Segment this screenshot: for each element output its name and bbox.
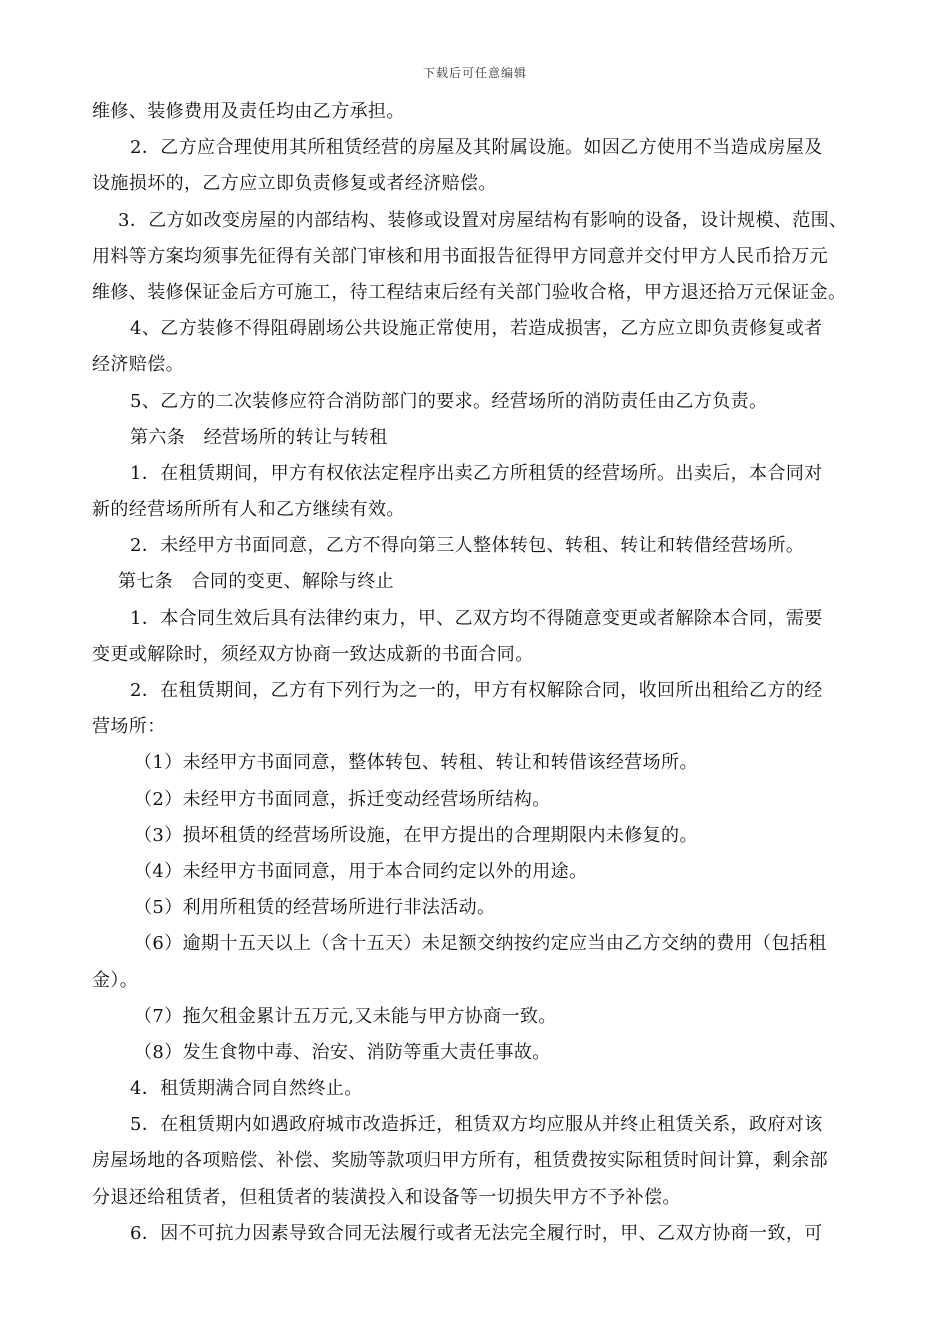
text-line: 房屋场地的各项赔偿、补偿、奖励等款项归甲方所有，租赁费按实际租赁时间计算，剩余部 xyxy=(92,1150,828,1172)
text-line: 5、乙方的二次装修应符合消防部门的要求。经营场所的消防责任由乙方负责。 xyxy=(130,390,768,412)
text-line: 3．乙方如改变房屋的内部结构、装修或设置对房屋结构有影响的设备，设计规模、范围、 xyxy=(118,209,848,231)
document-body xyxy=(92,94,872,1252)
list-item: （4）未经甲方书面同意，用于本合同约定以外的用途。 xyxy=(134,860,588,882)
list-item: （8）发生食物中毒、治安、消防等重大责任事故。 xyxy=(134,1041,551,1063)
text-line: 1．在租赁期间，甲方有权依法定程序出卖乙方所租赁的经营场所。出卖后，本合同对 xyxy=(130,462,823,484)
text-line: 2．在租赁期间，乙方有下列行为之一的，甲方有权解除合同，收回所出租给乙方的经 xyxy=(130,680,823,701)
text-line: 金）。 xyxy=(92,969,139,991)
text-line: 维修、装修费用及责任均由乙方承担。 xyxy=(92,101,405,122)
text-line: 2．未经甲方书面同意，乙方不得向第三人整体转包、转租、转让和转借经营场所。 xyxy=(130,535,805,557)
text-line: 设施损坏的，乙方应立即负责修复或者经济赔偿。 xyxy=(92,173,497,195)
text-line: 经济赔偿。 xyxy=(92,354,184,376)
list-item: （1）未经甲方书面同意，整体转包、转租、转让和转借该经营场所。 xyxy=(134,752,698,774)
text-line: 1．本合同生效后具有法律约束力，甲、乙双方均不得随意变更或者解除本合同，需要 xyxy=(130,607,823,629)
text-line: 2．乙方应合理使用其所租赁经营的房屋及其附属设施。如因乙方使用不当造成房屋及 xyxy=(130,137,823,159)
text-line: 营场所： xyxy=(92,716,166,738)
header-note: 下载后可任意编辑 xyxy=(422,66,527,80)
text-line: 变更或解除时，须经双方协商一致达成新的书面合同。 xyxy=(92,643,534,665)
text-line: 维修、装修保证金后方可施工，待工程结束后经有关部门验收合格，甲方退还拾万元保证金。 xyxy=(92,281,847,303)
text-line: 新的经营场所所有人和乙方继续有效。 xyxy=(92,499,405,521)
text-line: 用料等方案均须事先征得有关部门审核和用书面报告征得甲方同意并交付甲方人民币拾万元 xyxy=(92,245,828,267)
text-line: 5．在租赁期内如遇政府城市改造拆迁，租赁双方均应服从并终止租赁关系，政府对该 xyxy=(130,1114,823,1136)
list-item: （6）逾期十五天以上（含十五天）未足额交纳按约定应当由乙方交纳的费用（包括租 xyxy=(134,933,827,955)
text-line: 4．租赁期满合同自然终止。 xyxy=(130,1078,363,1100)
section-heading: 第六条 经营场所的转让与转租 xyxy=(130,426,388,448)
list-item: （5）利用所租赁的经营场所进行非法活动。 xyxy=(134,897,496,919)
list-item: （2）未经甲方书面同意，拆迁变动经营场所结构。 xyxy=(134,788,551,810)
list-item: （3）损坏租赁的经营场所设施，在甲方提出的合理期限内未修复的。 xyxy=(134,824,698,846)
text-line: 4、乙方装修不得阻碍剧场公共设施正常使用，若造成损害，乙方应立即负责修复或者 xyxy=(130,318,823,340)
text-line: 分退还给租赁者，但租赁者的装潢投入和设备等一切损失甲方不予补偿。 xyxy=(92,1186,681,1208)
list-item: （7）拖欠租金累计五万元,又未能与甲方协商一致。 xyxy=(134,1005,557,1027)
text-line: 6．因不可抗力因素导致合同无法履行或者无法完全履行时，甲、乙双方协商一致，可 xyxy=(130,1222,823,1244)
section-heading: 第七条 合同的变更、解除与终止 xyxy=(118,571,394,593)
